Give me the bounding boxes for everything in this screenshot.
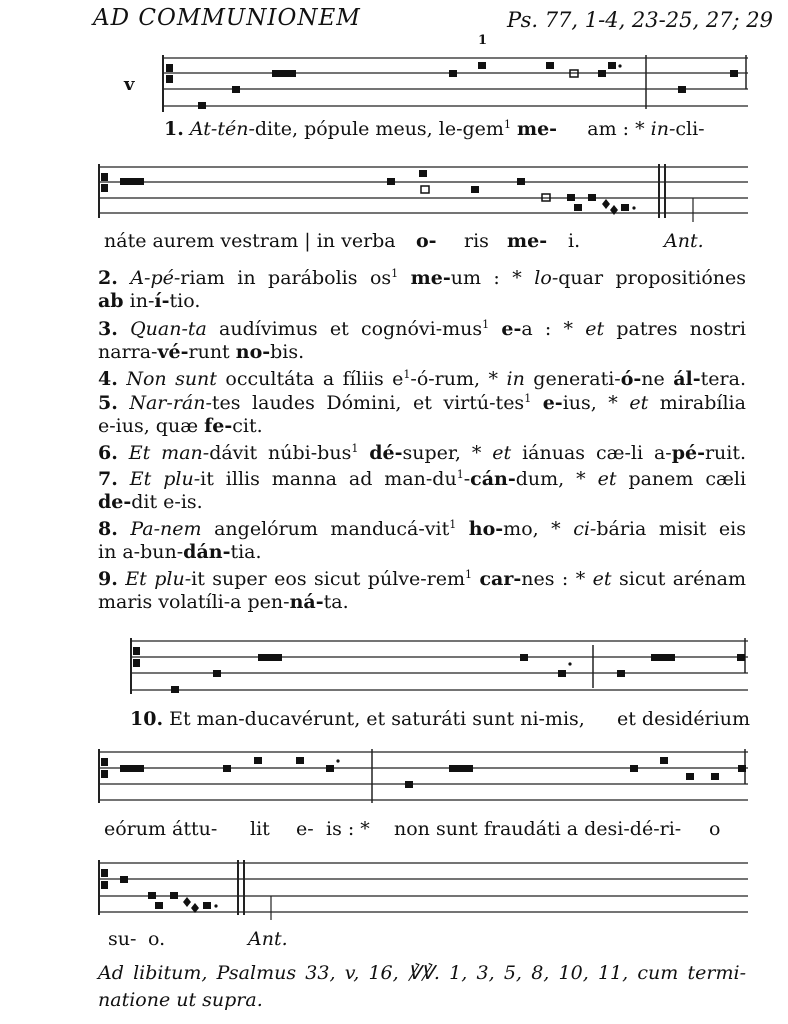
staff-4 xyxy=(98,749,748,803)
lyric-syllable: is : * xyxy=(326,818,370,840)
antiphon-lyrics-line-2: náte aurem vestram | in verba xyxy=(104,230,396,252)
staff-3 xyxy=(130,638,748,694)
antiphon-cue: Ant. xyxy=(248,928,288,950)
lyric-syllable: o- xyxy=(416,230,437,252)
verse-2: 2. A-pé-riam in parábolis $os^1$ me-um : * lo-quar propositiónes ab in-í-tio. xyxy=(98,267,747,312)
mode-label: v xyxy=(124,74,135,95)
verse-6: 6. Et man-dávit núbi-bus$^1$ dé-super, * et iánuas cæ-li a-pé-ruit. xyxy=(98,442,747,464)
lyric-syllable: me- xyxy=(507,230,548,252)
lyric-syllable: o. xyxy=(148,928,166,950)
verse-10-lyrics-line-1: 10. Et man-ducavérunt, et saturáti sunt ni-mis, xyxy=(130,708,585,730)
lyric-syllable: non sunt fraudáti a desi-dé-ri- xyxy=(394,818,682,840)
lyric-syllable: o xyxy=(709,818,721,840)
verse-10-lyrics-line-2: eórum áttu- xyxy=(104,818,218,840)
verse-3: 3. Quan-ta audívimus et cognóvi-mus$^1$ e-a : * et patres nostri narra-vé-runt no-bis. xyxy=(98,318,746,363)
antiphon-cue: Ant. xyxy=(664,230,704,252)
rubric-line-2: natione ut supra. xyxy=(98,989,263,1011)
lyric-syllable: i. xyxy=(568,230,581,252)
antiphon-lyrics-line-1: 1. At-tén-dite, pópule meus, le-gem$^1$ me- am : * in-cli- xyxy=(164,118,705,140)
verse-4: 4. Non sunt occultáta a fíliis $e^1-ó$-rum, * in generati-ó-ne ál-tera. xyxy=(98,368,747,390)
verse-7: 7. Et plu-it illis manna ad man-$du^1-cán$-dum, * et panem cæli de-dit e-is. xyxy=(98,468,747,513)
lyric-syllable: lit xyxy=(250,818,270,840)
lyric-syllable: e- xyxy=(296,818,314,840)
staff-1 xyxy=(162,55,748,112)
psalm-reference: Ps. 77, 1-4, 23-25, 27; 29 xyxy=(507,8,774,32)
rubric-line-1: Ad libitum, Psalmus 33, v, 16, ℣℣. 1, 3, 5, 8, 10, 11, cum termi- xyxy=(98,962,746,984)
verse-8: 8. Pa-nem angelórum manducá-vit$^1$ ho-mo, * ci-bária misit eis in a-bun-dán-tia. xyxy=(98,518,747,563)
section-title: AD COMMUNIONEM xyxy=(93,5,361,31)
verse-5: 5. Nar-rán-tes laudes Dómini, et virtú-tes$^1$ e-ius, * et mirabília e-ius, quæ fe-cit. xyxy=(98,392,746,437)
lyric-syllable: et desidérium xyxy=(617,708,750,730)
neume-number: 1 xyxy=(478,33,488,48)
verse-10-lyrics-line-3: su- xyxy=(108,928,137,950)
lyric-syllable: ris xyxy=(464,230,489,252)
verse-9: 9. Et plu-it super eos sicut púlve-rem$^1$ car-nes : * et sicut arénam maris volatíli-a pen-ná-ta. xyxy=(98,568,747,613)
rubric-note xyxy=(98,960,746,1014)
